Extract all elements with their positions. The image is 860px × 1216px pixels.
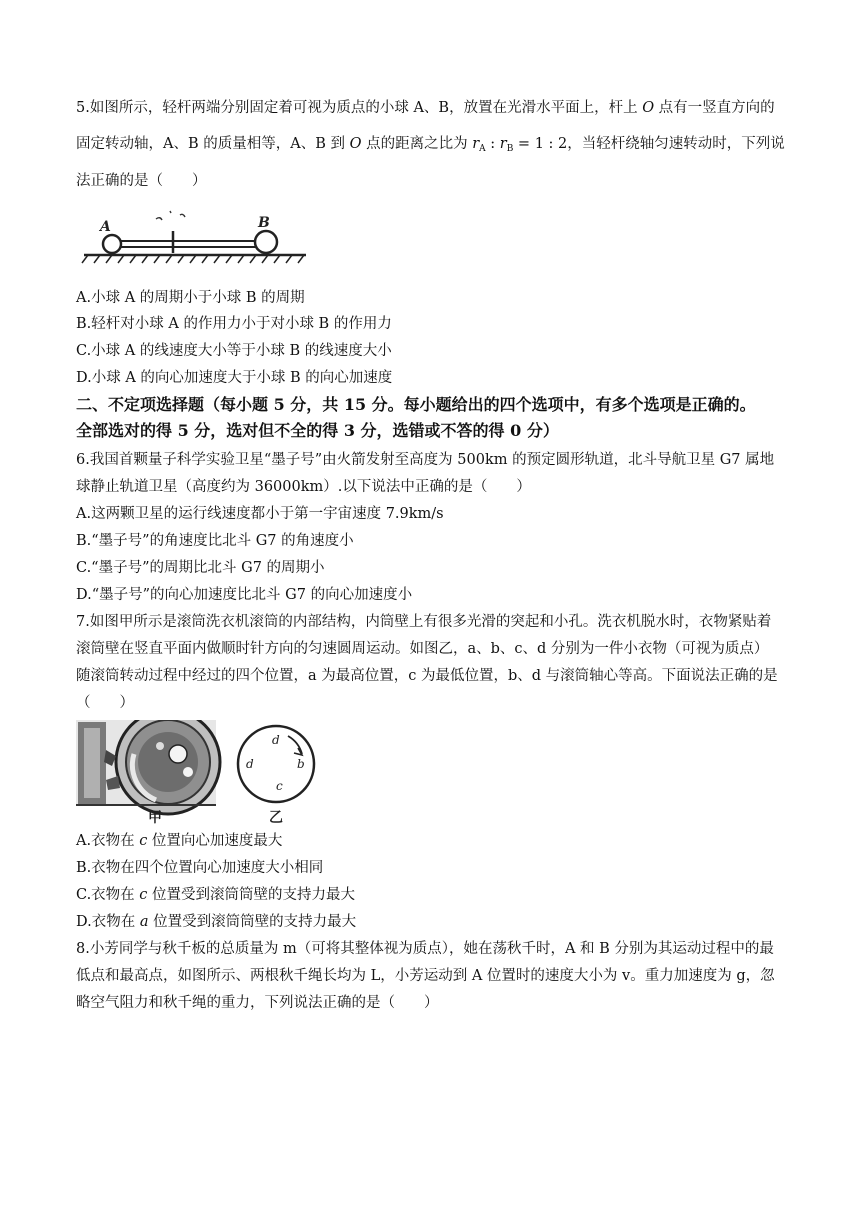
- washing-machine-figure: [76, 720, 326, 830]
- label-jia: 甲: [148, 810, 162, 826]
- q6-option-d: D.“墨子号”的向心加速度比北斗 G7 的向心加速度小: [76, 587, 413, 603]
- q7-stem-line-1: 7.如图甲所示是滚筒洗衣机滚筒的内部结构，内筒壁上有很多光滑的突起和小孔。洗衣机脱水时，衣物紧贴着: [76, 614, 772, 630]
- point-c: c: [276, 779, 283, 793]
- q7-option-a: A.衣物在 c 位置向心加速度最大: [76, 833, 283, 849]
- q6-stem-line-2: 球静止轨道卫星（高度约为 36000km）.以下说法中正确的是（ ）: [76, 479, 531, 495]
- q8-stem-line-1: 8.小芳同学与秋千板的总质量为 m（可将其整体视为质点），她在荡秋千时，A 和 B 分别为其运动过程中的最: [76, 941, 774, 957]
- q5-option-b: B.轻杆对小球 A 的作用力小于对小球 B 的作用力: [76, 316, 392, 332]
- q6-stem-line-1: 6.我国首颗量子科学实验卫星“墨子号”由火箭发射至高度为 500km 的预定圆形轨道，北斗导航卫星 G7 属地: [76, 452, 775, 468]
- q5-option-c: C.小球 A 的线速度大小等于小球 B 的线速度大小: [76, 343, 392, 359]
- q6-option-a: A.这两颗卫星的运行线速度都小于第一宇宙速度 7.9km/s: [76, 506, 444, 522]
- q8-stem-line-2: 低点和最高点，如图所示、两根秋千绳长均为 L，小芳运动到 A 位置时的速度大小为 v。重力加速度为 g，忽: [76, 968, 775, 984]
- q5-stem-line-3: 法正确的是（ ）: [76, 173, 207, 189]
- label-yi: 乙: [269, 810, 283, 826]
- label-b: B: [258, 215, 270, 231]
- q5-option-a: A.小球 A 的周期小于小球 B 的周期: [76, 290, 305, 306]
- q6-option-b: B.“墨子号”的角速度比北斗 G7 的角速度小: [76, 533, 354, 549]
- section-heading-line-2: 全部选对的得 5 分，选对但不全的得 3 分，选错或不答的得 0 分）: [76, 421, 559, 440]
- q8-stem-line-3: 略空气阻力和秋千绳的重力，下列说法正确的是（ ）: [76, 995, 439, 1011]
- circle-diagram: [238, 726, 314, 802]
- point-d-left: d: [246, 757, 254, 771]
- drum-photo: [76, 720, 220, 814]
- rod-balls-figure: [78, 205, 308, 267]
- q6-option-c: C.“墨子号”的周期比北斗 G7 的周期小: [76, 560, 325, 576]
- q5-stem-line-2: 固定转动轴，A、B 的质量相等，A、B 到 O 点的距离之比为 $r_A$ : $r_B = 1$ : 2，当轻杆绕轴匀速转动时，下列说: [76, 136, 785, 154]
- section-heading-line-1: 二、不定项选择题（每小题 5 分，共 15 分。每小题给出的四个选项中，有多个选项是正确的。: [76, 395, 756, 414]
- point-b: b: [297, 757, 305, 771]
- point-d-top: d: [272, 733, 280, 747]
- q7-stem-line-4: （ ）: [76, 695, 134, 711]
- q7-option-d: D.衣物在 a 位置受到滚筒筒壁的支持力最大: [76, 914, 357, 930]
- q7-stem-line-3: 随滚筒转动过程中经过的四个位置，a 为最高位置，c 为最低位置，b、d 与滚筒轴心等高。下面说法正确的是: [76, 668, 778, 684]
- q5-option-d: D.小球 A 的向心加速度大于小球 B 的向心加速度: [76, 370, 393, 386]
- q7-option-c: C.衣物在 c 位置受到滚筒筒壁的支持力最大: [76, 887, 356, 903]
- ratio-formula: $r_A$ : $r_B = 1$ : 2: [472, 136, 568, 154]
- q7-stem-line-2: 滚筒壁在竖直平面内做顺时针方向的匀速圆周运动。如图乙，a、b、c、d 分别为一件小衣物（可视为质点）: [76, 641, 769, 657]
- q7-option-b: B.衣物在四个位置向心加速度大小相同: [76, 860, 324, 876]
- q5-stem-line-1: 5.如图所示，轻杆两端分别固定着可视为质点的小球 A、B，放置在光滑水平面上，杆上 O 点有一竖直方向的: [76, 100, 775, 116]
- label-a: A: [100, 219, 111, 235]
